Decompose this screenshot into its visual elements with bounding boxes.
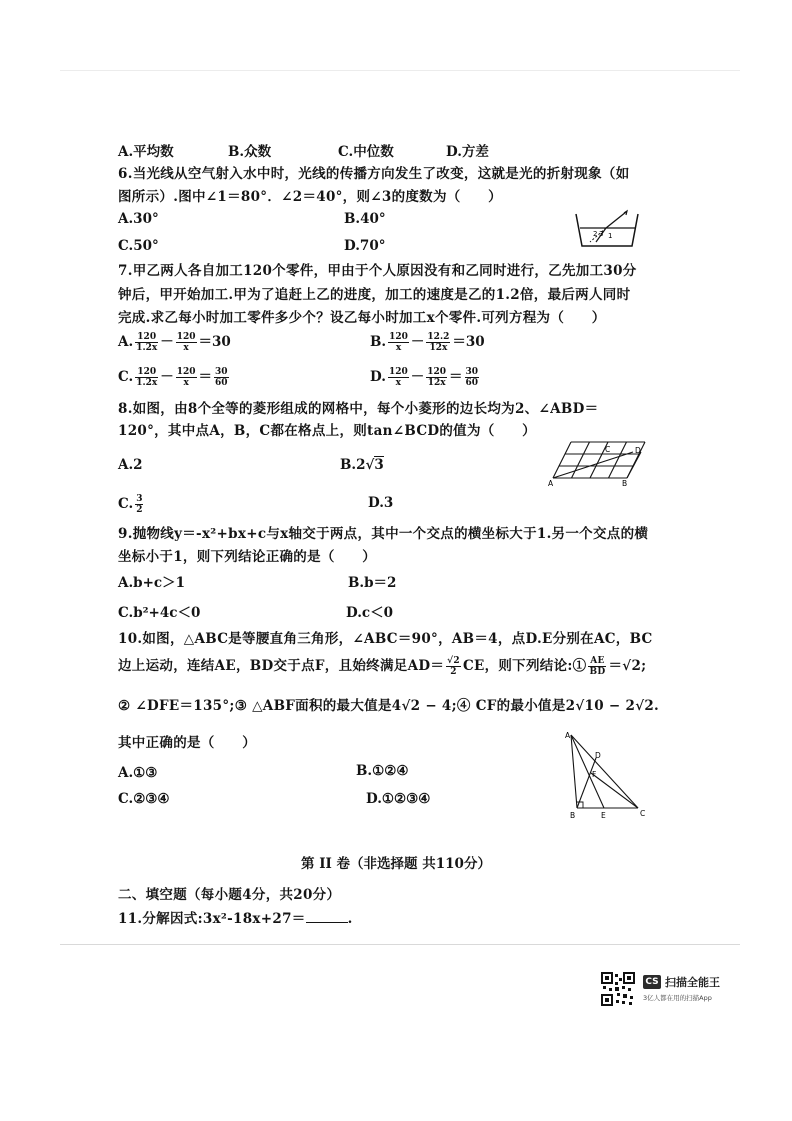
scan-edge (60, 70, 740, 71)
q7-c-frac1-den: 1.2x (136, 378, 158, 388)
q7-d-frac2-num: 120 (427, 367, 447, 377)
q10-label-e: E (601, 811, 606, 820)
q6-option-a: A.30° (118, 211, 159, 227)
camscanner-brand: 扫描全能王 (665, 976, 720, 989)
q9-option-c: C.b²+4c＜0 (118, 605, 201, 621)
q7-a-frac1 (135, 332, 158, 353)
q8-label-c: C (605, 445, 611, 454)
q7-b-op: － (410, 334, 425, 350)
q7-b-frac1-num: 120 (389, 332, 408, 342)
q7-b-frac1-den: x (395, 343, 402, 353)
q7-d-frac2-den: 12x (427, 378, 446, 388)
q10-stem-line1: 10.如图，△ABC是等腰直角三角形，∠ABC＝90°，AB＝4，点D.E分别在AC，BC (118, 631, 653, 647)
q10-frac-bd: BD (589, 667, 606, 677)
q10-option-d: D.①②③④ (366, 791, 431, 807)
q7-option-c (118, 367, 231, 388)
q8-b-radicand: 3 (374, 457, 384, 473)
q10-triangle-figure (560, 730, 655, 825)
q6-angle-2-label: 2 (593, 230, 598, 238)
q6-option-b: B.40° (344, 211, 386, 227)
q10-frac-ad (446, 656, 461, 677)
q7-option-d (370, 367, 481, 388)
q7-c-label: C. (118, 369, 134, 385)
q10-label-c: C (640, 809, 646, 818)
q8-line-bd (627, 452, 641, 478)
q6-option-d: D.70° (344, 238, 386, 254)
q6-option-c: C.50° (118, 238, 159, 254)
q11-answer-blank (306, 910, 348, 923)
q6-incident-ray (606, 212, 626, 228)
q7-c-frac1-num: 120 (135, 367, 158, 378)
q6-angle-1-label: 1 (608, 232, 613, 240)
q8-option-a: A.2 (118, 457, 143, 473)
q5-option-a: A.平均数 (118, 144, 174, 160)
q8-line-ac (553, 452, 633, 478)
q9-option-b: B.b＝2 (348, 575, 397, 591)
q7-d-frac2 (426, 367, 447, 388)
page-bottom-rule (60, 944, 740, 945)
q10-option-b: B.①②④ (356, 763, 409, 779)
q10-segment-cf (591, 773, 638, 808)
q7-d-frac1-den: x (395, 378, 402, 388)
q7-stem-line3: 完成.求乙每小时加工零件多少个？设乙每小时加工x个零件.可列方程为（ ） (118, 310, 606, 326)
q6-stem-line2: 图所示）.图中∠1＝80°．∠2＝40°，则∠3的度数为（ ） (118, 189, 502, 205)
q6-container-outline (576, 214, 638, 246)
q11-end: . (347, 911, 353, 927)
q7-d-label: D. (370, 369, 386, 385)
q7-d-frac1-num: 120 (388, 367, 408, 377)
q10-stem-line2 (118, 656, 646, 677)
q9-option-d: D.c＜0 (346, 605, 394, 621)
q7-c-frac3-den: 60 (215, 378, 228, 388)
q7-stem-line1: 7.甲乙两人各自加工120个零件，甲由于个人原因没有和乙同时进行，乙先加工30分 (118, 263, 637, 279)
q10-stem-line3: ② ∠DFE＝135°;③ △ABF面积的最大值是4√2 − 4;④ CF的最小值是2√10 − 2√2. (118, 698, 660, 714)
q6-angle-3-label: 3 (599, 230, 604, 238)
q7-c-eq: ＝ (198, 369, 213, 385)
q7-a-frac2-den: x (183, 343, 189, 353)
q7-b-frac2 (426, 332, 450, 353)
q7-d-frac3-den: 60 (465, 378, 479, 388)
q7-stem-line2: 钟后，甲开始加工.甲为了追赶上乙的进度，加工的速度是乙的1.2倍，最后两人同时 (118, 287, 631, 303)
q7-b-frac2-num: 12.2 (427, 332, 450, 342)
q7-a-frac1-den: 1.2x (136, 343, 158, 353)
q7-a-label: A. (118, 334, 134, 350)
q7-a-frac2-num: 120 (176, 332, 196, 342)
q11-line (118, 910, 353, 928)
q8-option-b (340, 456, 384, 474)
q9-option-a: A.b+c＞1 (118, 575, 186, 591)
q8-label-d: D (635, 446, 641, 455)
q7-b-frac2-den: 12x (429, 343, 448, 353)
q10-frac-ae: AE (590, 656, 605, 666)
q7-a-op: － (160, 334, 174, 350)
q6-refraction-figure (570, 208, 642, 250)
q6-stem-line1: 6.当光线从空气射入水中时，光线的传播方向发生了改变，这就是光的折射现象（如 (118, 166, 630, 182)
q8-c-num: 3 (136, 494, 143, 504)
q8-rhombus-grid-figure (545, 440, 655, 488)
q7-d-frac1 (388, 367, 409, 388)
q8-option-c (118, 494, 145, 515)
q7-c-frac2-den: x (183, 378, 189, 388)
q7-option-b (370, 332, 485, 353)
q8-stem-line1: 8.如图，由8个全等的菱形组成的网格中，每个小菱形的边长均为2、∠ABD＝ (118, 401, 599, 417)
q7-a-frac1-num: 120 (135, 332, 158, 343)
q10-label-a: A (565, 731, 571, 740)
camscanner-logo-icon: CS (643, 975, 661, 989)
fill-in-heading: 二、填空题（每小题4分，共20分） (118, 887, 341, 903)
section-2-title: 第 II 卷（非选择题 共110分） (301, 856, 491, 872)
q8-grid-lines (553, 442, 645, 478)
q5-option-c: C.中位数 (338, 144, 394, 160)
camscanner-tagline: 3亿人都在用的扫描App (643, 994, 712, 1002)
q7-a-rhs: ＝30 (198, 334, 231, 350)
qr-code-icon (601, 972, 635, 1006)
q5-option-b: B.众数 (228, 144, 272, 160)
q10-option-c: C.②③④ (118, 791, 170, 807)
q7-c-op: － (160, 369, 174, 385)
q10-frac-ae-bd (588, 656, 606, 677)
sqrt-icon: √ (365, 457, 375, 473)
q7-b-rhs: ＝30 (452, 334, 485, 350)
q10-frac-ad-den: 2 (450, 667, 457, 677)
q7-c-frac2 (176, 367, 197, 388)
q7-option-a (118, 332, 231, 353)
q10-frac-ad-num: √2 (447, 656, 460, 666)
q8-c-label: C. (118, 496, 134, 512)
q10-line2-pre: 边上运动，连结AE，BD交于点F，且始终满足AD＝ (118, 658, 445, 674)
q8-stem-line2: 120°，其中点A，B，C都在格点上，则tan∠BCD的值为（ ） (118, 423, 536, 439)
q7-c-frac2-num: 120 (176, 367, 196, 377)
q10-label-b: B (570, 811, 576, 820)
q5-option-d: D.方差 (446, 144, 489, 160)
q8-option-d: D.3 (368, 495, 394, 511)
q7-b-frac1 (388, 332, 409, 353)
q8-label-a: A (548, 479, 554, 488)
q7-d-op: － (410, 369, 425, 385)
q7-d-eq: ＝ (449, 369, 463, 385)
q10-option-a: A.①③ (118, 765, 158, 781)
q9-stem-line2: 坐标小于1，则下列结论正确的是（ ） (118, 549, 377, 565)
q8-label-b: B (622, 479, 628, 488)
q10-label-d: D (595, 751, 601, 760)
q7-c-frac3-num: 30 (215, 367, 228, 377)
q10-line2-mid: CE，则下列结论:① (462, 658, 587, 674)
q7-d-frac3 (465, 367, 480, 388)
q7-d-frac3-num: 30 (465, 367, 479, 377)
q7-c-frac3 (214, 367, 229, 388)
q10-stem-line4: 其中正确的是（ ） (118, 735, 256, 751)
q9-stem-line1: 9.抛物线y＝-x²+bx+c与x轴交于两点，其中一个交点的横坐标大于1.另一个交点的横 (118, 526, 649, 542)
q7-a-frac2 (176, 332, 197, 353)
q8-b-label: B.2 (340, 457, 366, 473)
q11-text: 11.分解因式:3x²-18x+27＝ (118, 911, 306, 927)
q7-b-label: B. (370, 334, 387, 350)
q10-label-f: F (592, 770, 597, 779)
q8-c-frac (135, 494, 143, 515)
q7-c-frac1 (135, 367, 158, 388)
q8-c-den: 2 (136, 505, 143, 515)
q10-line2-post: ＝√2; (608, 658, 647, 674)
